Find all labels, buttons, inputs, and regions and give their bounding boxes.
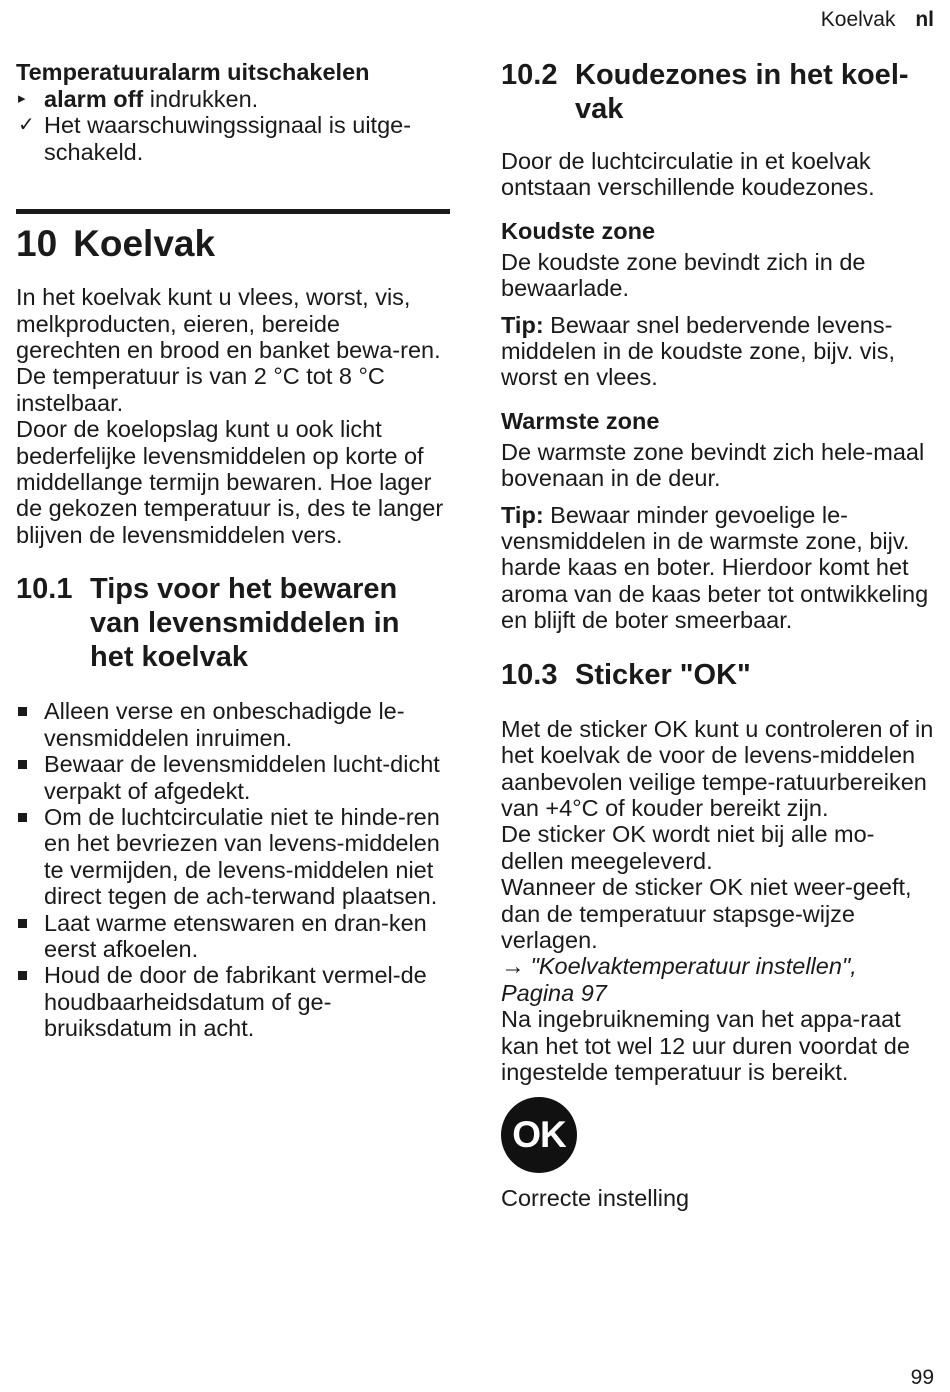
header-section-title: Koelvak [820,8,896,31]
checkmark-icon: ✓ [18,114,35,137]
left-column [16,58,450,1042]
list-item: Laat warme etenswaren en dran-ken eerst afkoelen. [16,910,450,963]
square-bullet-icon [18,760,27,769]
section-title: Sticker "OK" [575,658,751,691]
list-item: Bewaar de levensmiddelen lucht-dicht verpakt of afgedekt. [16,751,450,804]
square-bullet-icon [18,971,27,980]
list-item: Houd de door de fabrikant vermel-de houdbaarheidsdatum of ge-bruiksdatum in acht. [16,962,450,1041]
right-column [501,58,936,1212]
sticker-paragraph-1: Met de sticker OK kunt u controleren of in het koelvak de voor de levens-middelen aanbevolen veilige tempe-ratuurbereiken van +4°C of kouder bereikt zijn. [501,715,934,821]
section-10-1-heading [16,572,450,674]
tip-label: Tip: [501,501,544,528]
chapter-heading [16,222,450,266]
intro-paragraph-1: In het koelvak kunt u vlees, worst, vis, melkproducten, eieren, bereide gerechten en brood en banket bewa-ren. [16,284,441,364]
section-10-3-heading [501,658,936,692]
instruction-step [16,86,450,112]
coldest-zone-text: De koudste zone bevindt zich in de bewaarlade. [501,248,866,302]
coldest-zone-tip: Tip: Bewaar snel bedervende levens-middelen in de koudste zone, bijv. vis, worst en vlees. [501,311,896,391]
square-bullet-icon [18,707,27,716]
section-10-2-heading [501,58,936,126]
section-number: 10.3 [501,658,558,691]
chapter-number: 10 [16,223,58,265]
ok-caption: Correcte instelling [501,1185,690,1212]
cross-reference-link[interactable]: → "Koelvaktemperatuur instellen", Pagina 97 [501,953,857,1006]
square-bullet-icon [18,919,27,928]
section-number: 10.2 [501,59,558,91]
section-number: 10.1 [16,573,73,606]
step-text: indrukken. [143,86,259,112]
ok-sticker-icon: OK [501,1097,577,1173]
page-number: 99 [910,1366,934,1389]
section-title: Koudezones in het koel-vak [575,59,909,125]
section-title: Tips voor het bewaren van levensmiddelen in het koelvak [90,573,400,674]
list-item: Om de luchtcirculatie niet te hinde-ren en het bevriezen van levens-middelen te vermijden, de levens-middelen niet direct tegen de ach-terwand plaatsen. [16,804,450,910]
sticker-paragraph-4: Na ingebruikneming van het appa-raat kan het tot wel 12 uur duren voordat de ingestelde temperatuur is bereikt. [501,1006,910,1085]
list-item: Alleen verse en onbeschadigde le-vensmiddelen inruimen. [16,698,450,751]
square-bullet-icon [18,813,27,822]
alarm-off-label: alarm off [44,86,144,112]
result-step [16,112,450,165]
triangle-arrow-icon: ▸ [18,90,26,107]
warmest-zone-text: De warmste zone bevindt zich hele-maal bovenaan in de deur. [501,438,925,492]
arrow-right-icon: → [501,953,525,980]
chapter-divider [16,209,450,214]
result-text: Het waarschuwingssignaal is uitge-schakeld. [44,112,412,165]
chapter-title: Koelvak [73,223,216,265]
tip-label: Tip: [501,311,544,338]
alarm-heading: Temperatuuralarm uitschakelen [16,59,370,85]
tips-list [16,698,450,1041]
sticker-paragraph-2: De sticker OK wordt niet bij alle mo-dellen meegeleverd. [501,821,875,874]
intro-paragraph-2: De temperatuur is van 2 °C tot 8 °C instelbaar. [16,363,385,416]
sticker-paragraph-3: Wanneer de sticker OK niet weer-geeft, dan de temperatuur stapsge-wijze verlagen. [501,874,912,953]
intro-paragraph-3: Door de koelopslag kunt u ook licht bederfelijke levensmiddelen op korte of middellange termijn bewaren. Hoe lager de gekozen temperatuur is, des te langer blijven de levensmiddelen vers. [16,416,444,548]
zones-intro: Door de luchtcirculatie in et koelvak ontstaan verschillende koudezones. [501,148,875,201]
header-language: nl [915,8,934,31]
running-header [821,8,934,32]
warmest-zone-heading: Warmste zone [501,407,660,434]
warmest-zone-tip: Tip: Bewaar minder gevoelige le-vensmiddelen in de warmste zone, bijv. harde kaas en boter. Hierdoor komt het aroma van de kaas beter tot ontwikkeling en blijft de boter smeerbaar. [501,501,929,634]
coldest-zone-heading: Koudste zone [501,217,656,244]
